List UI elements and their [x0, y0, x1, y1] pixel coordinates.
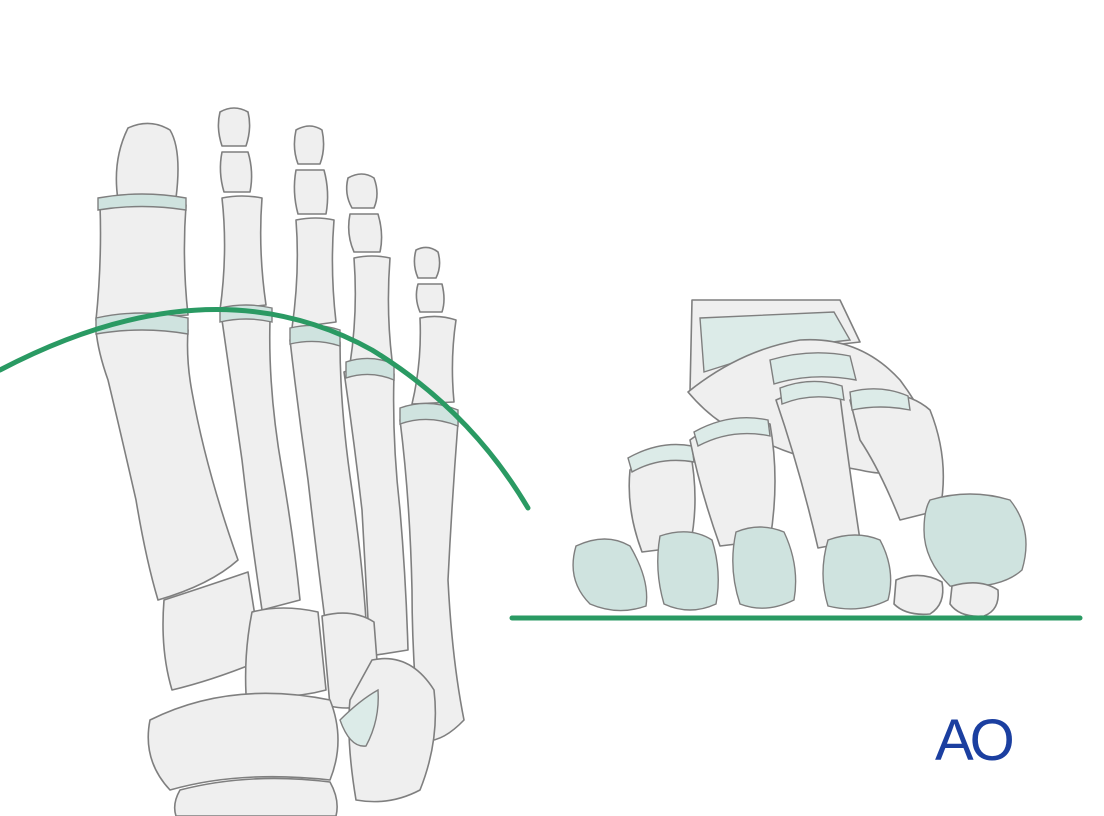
ao-logo: AO: [935, 708, 1011, 773]
first-ray: [96, 123, 238, 600]
frontal-forefoot-view: [512, 300, 1080, 618]
second-metatarsal-head: [823, 535, 891, 609]
first-metatarsal-head: [924, 494, 1026, 587]
fourth-metatarsal-head: [658, 532, 719, 610]
second-ray: [218, 108, 300, 610]
third-metatarsal-head: [733, 527, 796, 608]
fifth-metatarsal-head: [573, 539, 647, 611]
dorsal-foot-view: [0, 108, 528, 816]
